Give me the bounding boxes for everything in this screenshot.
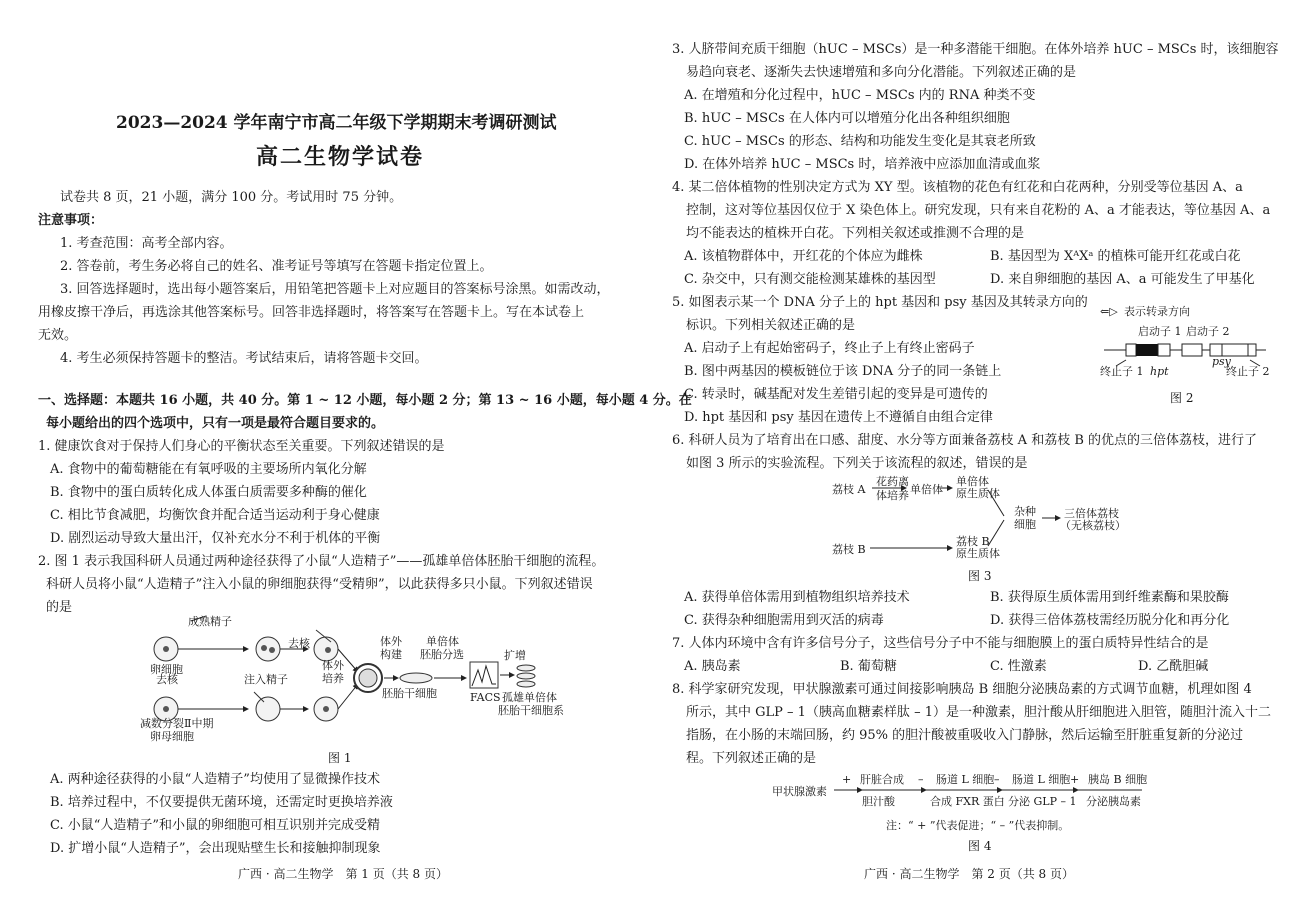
q2-option-b[interactable]: B. 培养过程中，不仅要提供无菌环境，还需定时更换培养液 (50, 795, 393, 810)
fig2-label: psy (1212, 355, 1231, 368)
fig4-sign: + (1070, 773, 1080, 786)
figure-1-diagram (136, 612, 564, 743)
fig1-label: 减数分裂Ⅱ中期 (140, 717, 214, 730)
fig1-label: FACS (470, 691, 501, 704)
fig1-label: 扩增 (504, 649, 526, 662)
fig2-label: 终止子 2 (1226, 365, 1270, 378)
fig1-label: 胚胎干细胞 (382, 687, 437, 700)
fig3-label: 体培养 (876, 489, 909, 502)
q7-option-d[interactable]: D. 乙酰胆碱 (1138, 659, 1209, 674)
fig4-sign: + (842, 773, 852, 786)
q4-option-b[interactable]: B. 基因型为 XᴬXᵃ 的植株可能开红花或白花 (990, 249, 1241, 264)
q7-option-b[interactable]: B. 葡萄糖 (840, 659, 897, 674)
figure-3-diagram (832, 474, 1132, 564)
transcription-direction-icon: ⇐▷ (1100, 305, 1118, 318)
fig1-label: 体外 (322, 659, 344, 672)
exam-intro: 试卷共 8 页，21 小题，满分 100 分。考试用时 75 分钟。 (60, 190, 403, 205)
question-8-stem: 指肠，在小肠的末端回肠，约 95% 的胆汁酸被重吸收入门静脉，然后运输至肝脏重复新的分泌过 (686, 728, 1244, 743)
question-5-stem: 5. 如图表示某一个 DNA 分子上的 hpt 基因和 psy 基因及其转录方向的 (672, 295, 1088, 310)
question-7-stem: 7. 人体内环境中含有许多信号分子，这些信号分子中不能与细胞膜上的蛋白质特异性结合的是 (672, 636, 1209, 651)
fig3-label: 三倍体荔枝 (1064, 507, 1119, 520)
q2-option-a[interactable]: A. 两种途径获得的小鼠“人造精子”均使用了显微操作技术 (50, 772, 380, 787)
fig3-label: 杂种 (1014, 505, 1036, 518)
figure-3-caption: 图 3 (968, 569, 992, 583)
fig4-label: 分泌胰岛素 (1086, 795, 1141, 808)
q5-option-a[interactable]: A. 启动子上有起始密码子，终止子上有终止密码子 (684, 341, 975, 356)
q1-option-c[interactable]: C. 相比节食减肥，均衡饮食并配合适当运动利于身心健康 (50, 508, 380, 523)
figure-2-caption: 图 2 (1170, 391, 1194, 405)
fig4-label: 合成 FXR 蛋白 (930, 795, 1005, 808)
fig1-label: 单倍体 (426, 635, 459, 648)
fig4-label: 分泌 GLP – 1 (1008, 795, 1077, 808)
fig2-label: 启动子 2 (1186, 325, 1230, 338)
fig1-label: 注入精子 (244, 673, 288, 686)
q4-option-c[interactable]: C. 杂交中，只有测交能检测某雄株的基因型 (684, 272, 936, 287)
question-2-stem: 科研人员将小鼠“人造精子”注入小鼠的卵细胞获得“受精卵”，以此获得多只小鼠。下列叙述错误 (46, 577, 593, 592)
fig4-label: 肠道 L 细胞 (1012, 773, 1071, 786)
fig4-label: 甲状腺激素 (772, 785, 827, 798)
q5-option-c[interactable]: C. 转录时，碱基配对发生差错引起的变异是可遗传的 (684, 387, 988, 402)
fig3-label: 原生质体 (956, 487, 1000, 500)
fig2-label: hpt (1150, 365, 1169, 378)
q6-option-c[interactable]: C. 获得杂种细胞需用到灭活的病毒 (684, 613, 884, 628)
fig3-label: 原生质体 (956, 547, 1000, 560)
fig1-label: 构建 (380, 648, 402, 661)
fig1-label: 胚胎分选 (420, 648, 464, 661)
question-8-stem: 程。下列叙述正确的是 (686, 751, 817, 766)
fig3-label: 荔枝 A (832, 483, 866, 496)
q3-option-b[interactable]: B. hUC – MSCs 在人体内可以增殖分化出各种组织细胞 (684, 111, 1010, 126)
figure-1-caption: 图 1 (328, 751, 352, 765)
q1-option-b[interactable]: B. 食物中的蛋白质转化成人体蛋白质需要多种酶的催化 (50, 485, 367, 500)
fig1-label: 卵母细胞 (150, 730, 194, 743)
notice-item: 1. 考查范围：高考全部内容。 (60, 236, 233, 251)
figure-4-diagram (772, 770, 1192, 814)
q3-option-c[interactable]: C. hUC – MSCs 的形态、结构和功能发生变化是其衰老所致 (684, 134, 1036, 149)
q5-option-d[interactable]: D. hpt 基因和 psy 基因在遗传上不遵循自由组合定律 (684, 410, 993, 425)
figure-2-diagram (1100, 305, 1270, 390)
section-heading-cont: 每小题给出的四个选项中，只有一项是最符合题目要求的。 (46, 416, 385, 431)
q6-option-a[interactable]: A. 获得单倍体需用到植物组织培养技术 (684, 590, 910, 605)
exam-subject-title: 高二生物学试卷 (256, 144, 425, 170)
fig3-label: 细胞 (1014, 518, 1036, 531)
notice-item: 2. 答卷前，考生务必将自己的姓名、准考证号等填写在答题卡指定位置上。 (60, 259, 493, 274)
fig1-label: 去核 (288, 637, 310, 650)
q4-option-a[interactable]: A. 该植物群体中，开红花的个体应为雌株 (684, 249, 923, 264)
fig4-sign: – (918, 773, 924, 786)
question-4-stem: 控制，这对等位基因仅位于 X 染色体上。研究发现，只有来自花粉的 A、a 才能表达，等位基因 A、a (686, 203, 1271, 218)
fig1-label: 胚胎干细胞系 (498, 704, 564, 717)
figure-4-caption: 图 4 (968, 839, 992, 853)
fig3-label: （无核荔枝） (1060, 519, 1126, 532)
page-footer: 广西 · 高二生物学 第 1 页（共 8 页） (238, 867, 448, 881)
section-heading: 一、选择题：本题共 16 小题，共 40 分。第 1 ~ 12 小题，每小题 2 分；第 13 ~ 16 小题，每小题 4 分。在 (38, 393, 692, 408)
notice-item: 4. 考生必须保持答题卡的整洁。考试结束后，请将答题卡交回。 (60, 351, 428, 366)
fig2-label: 表示转录方向 (1124, 305, 1190, 318)
question-2-stem: 的是 (46, 600, 73, 615)
fig2-label: 终止子 1 (1100, 365, 1144, 378)
q5-option-b[interactable]: B. 图中两基因的模板链位于该 DNA 分子的同一条链上 (684, 364, 1002, 379)
question-3-stem: 3. 人脐带间充质干细胞（hUC – MSCs）是一种多潜能干细胞。在体外培养 hUC – MSCs 时，该细胞容 (672, 42, 1279, 57)
question-8-stem: 所示，其中 GLP – 1（胰高血糖素样肽 – 1）是一种激素，胆汁酸从肝细胞进入胆管，随胆汁流入十二 (686, 705, 1271, 720)
fig3-label: 荔枝 B (832, 543, 866, 556)
exam-title: 2023—2024 学年南宁市高二年级下学期期末考调研测试 (116, 113, 557, 133)
fig3-label: 花药离 (876, 475, 909, 488)
q7-option-a[interactable]: A. 胰岛素 (684, 659, 741, 674)
fig3-label: 荔枝 B (956, 535, 990, 548)
q3-option-a[interactable]: A. 在增殖和分化过程中，hUC – MSCs 内的 RNA 种类不变 (684, 88, 1036, 103)
fig1-label: 体外 (380, 635, 402, 648)
page-footer: 广西 · 高二生物学 第 2 页（共 8 页） (864, 867, 1074, 881)
fig4-label: 肝脏合成 (860, 773, 904, 786)
fig4-sign: – (994, 773, 1000, 786)
q6-option-b[interactable]: B. 获得原生质体需用到纤维素酶和果胶酶 (990, 590, 1229, 605)
question-5-stem: 标识。下列相关叙述正确的是 (686, 318, 856, 333)
fig1-label: 去核 (156, 673, 178, 686)
question-8-stem: 8. 科学家研究发现，甲状腺激素可通过间接影响胰岛 B 细胞分泌胰岛素的方式调节血糖，机理如图 4 (672, 682, 1252, 697)
question-1-stem: 1. 健康饮食对于保持人们身心的平衡状态至关重要。下列叙述错误的是 (38, 439, 445, 454)
fig1-label: 孤雄单倍体 (502, 691, 557, 704)
q1-option-d[interactable]: D. 剧烈运动导致大量出汗，仅补充水分不利于机体的平衡 (50, 531, 381, 546)
fig1-label: 培养 (322, 672, 344, 685)
fig4-label: 肠道 L 细胞 (936, 773, 995, 786)
question-3-stem: 易趋向衰老、逐渐失去快速增殖和多向分化潜能。下列叙述正确的是 (686, 65, 1077, 80)
q3-option-d[interactable]: D. 在体外培养 hUC – MSCs 时，培养液中应添加血清或血浆 (684, 157, 1041, 172)
fig2-label: 启动子 1 (1138, 325, 1182, 338)
question-4-stem: 均不能表达的植株开白花。下列相关叙述或推测不合理的是 (686, 226, 1025, 241)
fig3-label: 单倍体 (910, 483, 943, 496)
notice-item: 3. 回答选择题时，选出每小题答案后，用铅笔把答题卡上对应题目的答案标号涂黑。如需改动， (60, 282, 610, 297)
question-4-stem: 4. 某二倍体植物的性别决定方式为 XY 型。该植物的花色有红花和白花两种，分别受等位基因 A、a (672, 180, 1243, 195)
fig1-label: 成熟精子 (188, 615, 232, 628)
fig4-label: 胆汁酸 (862, 795, 895, 808)
question-6-stem: 6. 科研人员为了培育出在口感、甜度、水分等方面兼备荔枝 A 和荔枝 B 的优点的三倍体荔枝，进行了 (672, 433, 1258, 448)
q7-option-c[interactable]: C. 性激素 (990, 659, 1047, 674)
q2-option-c[interactable]: C. 小鼠“人造精子”和小鼠的卵细胞可相互识别并完成受精 (50, 818, 381, 833)
figure-4-note: 注：“ + ”代表促进；“ – ”代表抑制。 (886, 819, 1070, 832)
q6-option-d[interactable]: D. 获得三倍体荔枝需经历脱分化和再分化 (990, 613, 1230, 628)
notice-item: 用橡皮擦干净后，再选涂其他答案标号。回答非选择题时，将答案写在答题卡上。写在本试卷上 (38, 305, 585, 320)
q2-option-d[interactable]: D. 扩增小鼠“人造精子”，会出现贴壁生长和接触抑制现象 (50, 841, 381, 856)
q4-option-d[interactable]: D. 来自卵细胞的基因 A、a 可能发生了甲基化 (990, 272, 1255, 287)
question-2-stem: 2. 图 1 表示我国科研人员通过两种途径获得了小鼠“人造精子”——孤雄单倍体胚胎干细胞的流程。 (38, 554, 605, 569)
q1-option-a[interactable]: A. 食物中的葡萄糖能在有氧呼吸的主要场所内氧化分解 (50, 462, 367, 477)
fig3-label: 单倍体 (956, 475, 989, 488)
notice-item: 无效。 (38, 328, 78, 343)
question-6-stem: 如图 3 所示的实验流程。下列关于该流程的叙述，错误的是 (686, 456, 1028, 471)
fig4-label: 胰岛 B 细胞 (1088, 773, 1148, 786)
notice-heading: 注意事项： (38, 213, 104, 228)
fig1-label: 卵细胞 (150, 663, 183, 676)
